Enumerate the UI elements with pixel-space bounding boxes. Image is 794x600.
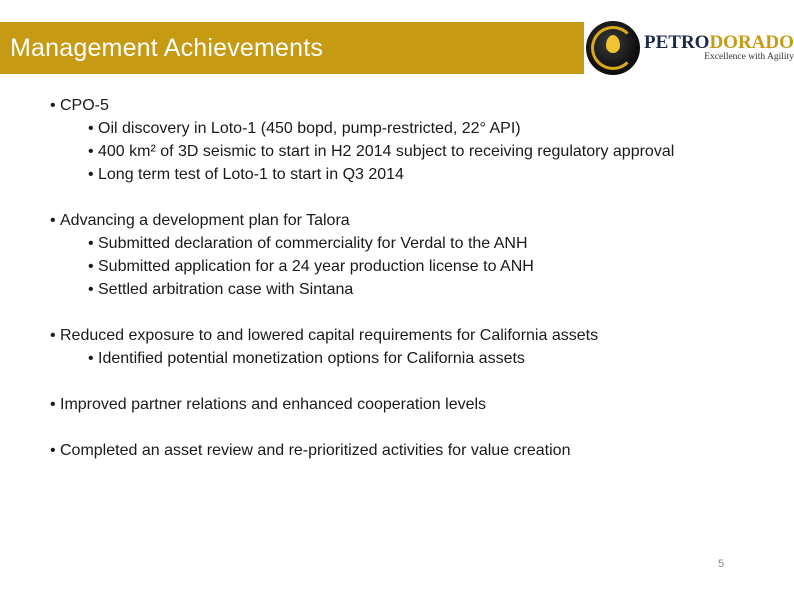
sub-bullet-item: • Identified potential monetization options for California assets [88,347,770,370]
bullet-text: Improved partner relations and enhanced cooperation levels [60,396,487,413]
bullet-text: Completed an asset review and re-prioritized activities for value creation [60,442,571,459]
sub-bullet-text: Identified potential monetization options for California assets [98,350,525,367]
company-logo [584,18,794,78]
bullet-text: Reduced exposure to and lowered capital requirements for California assets [60,327,599,344]
bullet-list [50,94,770,462]
sub-bullet-text: Submitted application for a 24 year production license to ANH [98,258,534,275]
sub-bullet-text: 400 km² of 3D seismic to start in H2 2014 subject to receiving regulatory approval [98,143,675,160]
bullet-item: • Completed an asset review and re-prioritized activities for value creation [50,439,770,462]
sub-bullet-item: • Submitted application for a 24 year production license to ANH [88,255,770,278]
logo-text [644,33,794,63]
sub-bullet-text: Oil discovery in Loto-1 (450 bopd, pump-restricted, 22° API) [98,120,521,137]
sub-bullet-text: Long term test of Loto-1 to start in Q3 2014 [98,166,404,183]
sub-bullet-item: • Submitted declaration of commerciality for Verdal to the ANH [88,232,770,255]
logo-name-part1: PETRO [644,32,710,54]
sub-bullet-text: Submitted declaration of commerciality for Verdal to the ANH [98,235,528,252]
sub-bullet-item: • Settled arbitration case with Sintana [88,278,770,301]
logo-wordmark [644,33,794,52]
page-number: 5 [718,558,725,570]
title-bar [0,22,584,74]
logo-name-part2: DORADO [709,32,794,54]
sub-bullet-item: • Long term test of Loto-1 to start in Q3 2014 [88,163,770,186]
sub-bullet-text: Settled arbitration case with Sintana [98,281,354,298]
sub-bullet-item: • 400 km² of 3D seismic to start in H2 2014 subject to receiving regulatory approval [88,140,770,163]
bullet-text: Advancing a development plan for Talora [60,212,350,229]
oil-drop-logo-icon [586,21,640,75]
sub-bullet-item: • Oil discovery in Loto-1 (450 bopd, pump-restricted, 22° API) [88,117,770,140]
page-title: Management Achievements [10,33,324,62]
bullet-item: • Reduced exposure to and lowered capital requirements for California assets [50,324,770,347]
bullet-item: • Improved partner relations and enhanced cooperation levels [50,393,770,416]
bullet-text: CPO-5 [60,97,109,114]
bullet-item: • CPO-5 [50,94,770,117]
logo-tagline: Excellence with Agility [704,52,794,63]
bullet-item: • Advancing a development plan for Talora [50,209,770,232]
